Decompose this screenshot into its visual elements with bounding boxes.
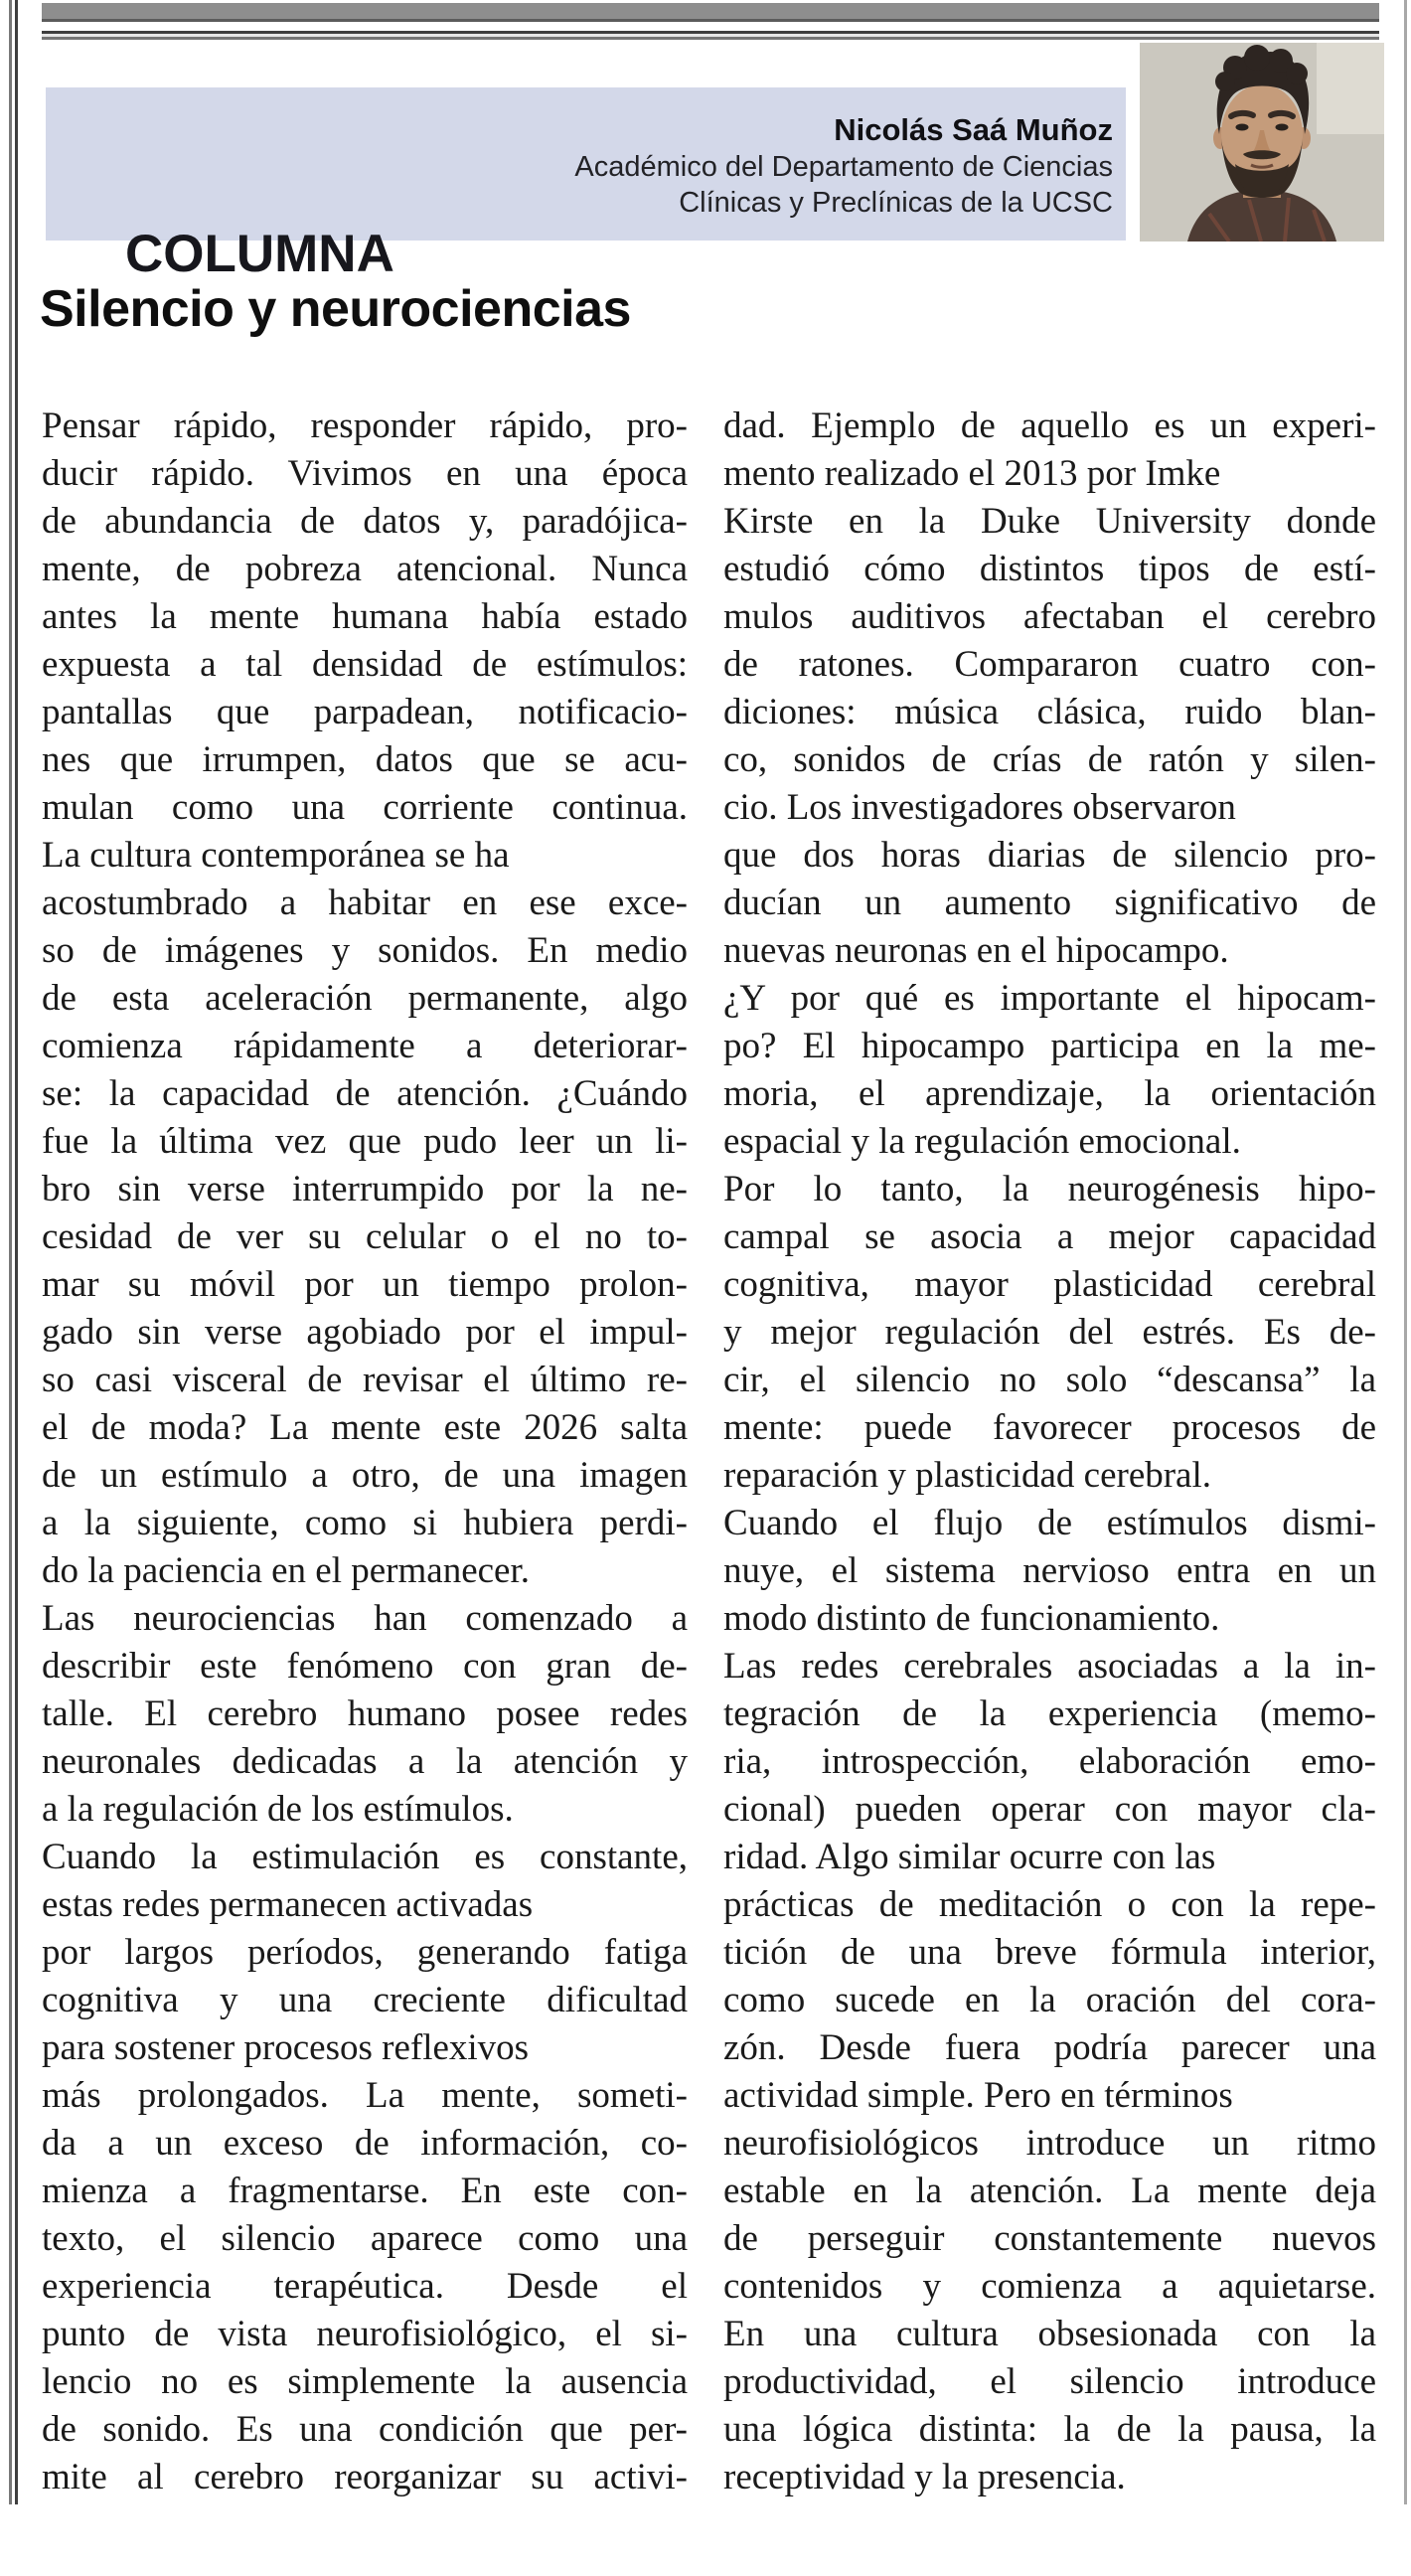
- body-text-line: receptividad y la presencia.: [723, 2457, 1126, 2497]
- body-text-line: contenidos y comienza a aquietarse.: [723, 2266, 1376, 2307]
- body-text-line: cio. Los investigadores observaron: [723, 787, 1236, 828]
- body-text-line: expuesta a tal densidad de estímulos:: [42, 644, 688, 685]
- body-text-line: experiencia terapéutica. Desde el: [42, 2266, 688, 2307]
- body-text-line: ¿Y por qué es importante el hipocam-: [723, 978, 1376, 1019]
- body-text-line: estable en la atención. La mente deja: [723, 2171, 1376, 2211]
- body-text-line: estudió cómo distintos tipos de estí-: [723, 549, 1376, 589]
- body-text-line: cognitiva, mayor plasticidad cerebral: [723, 1264, 1376, 1305]
- body-text-line: de un estímulo a otro, de una imagen: [42, 1455, 688, 1496]
- body-text-line: Pensar rápido, responder rápido, pro-: [42, 405, 688, 446]
- body-text-line: que dos horas diarias de silencio pro-: [723, 835, 1376, 876]
- body-text-line: cesidad de ver su celular o el no to-: [42, 1216, 688, 1257]
- body-text-line: mite al cerebro reorganizar su activi-: [42, 2457, 688, 2497]
- body-text-line: En una cultura obsesionada con la: [723, 2314, 1376, 2354]
- body-text-line: neurofisiológicos introduce un ritmo: [723, 2123, 1376, 2164]
- body-text-line: texto, el silencio aparece como una: [42, 2218, 688, 2259]
- body-text-line: reparación y plasticidad cerebral.: [723, 1455, 1212, 1496]
- body-text-line: Las redes cerebrales asociadas a la in-: [723, 1646, 1376, 1687]
- article-column-right: [723, 402, 1376, 2501]
- body-text-line: so de imágenes y sonidos. En medio: [42, 930, 688, 971]
- body-text-line: comienza rápidamente a deteriorar-: [42, 1026, 688, 1066]
- author-name: Nicolás Saá Muñoz: [834, 112, 1113, 147]
- body-text-line: moria, el aprendizaje, la orientación: [723, 1073, 1376, 1114]
- body-text-line: dad. Ejemplo de aquello es un experi-: [723, 405, 1376, 446]
- body-text-line: Cuando el flujo de estímulos dismi-: [723, 1503, 1376, 1543]
- body-text-line: a la siguiente, como si hubiera perdi-: [42, 1503, 688, 1543]
- body-text-line: mente: puede favorecer procesos de: [723, 1407, 1376, 1448]
- header-double-rule: [42, 31, 1379, 40]
- body-text-line: cional) pueden operar con mayor cla-: [723, 1789, 1376, 1830]
- author-portrait: [1140, 43, 1384, 242]
- body-text-line: de esta aceleración permanente, algo: [42, 978, 688, 1019]
- body-text-line: tición de una breve fórmula interior,: [723, 1932, 1376, 1973]
- body-text-line: de sonido. Es una condición que per-: [42, 2409, 688, 2450]
- body-text-line: bro sin verse interrumpido por la ne-: [42, 1169, 688, 1209]
- body-text-line: para sostener procesos reflexivos: [42, 2027, 530, 2068]
- body-text-line: el de moda? La mente este 2026 salta: [42, 1407, 688, 1448]
- body-text-line: cir, el silencio no solo “descansa” la: [723, 1360, 1376, 1400]
- article-title: Silencio y neurociencias: [40, 280, 631, 338]
- body-text-line: zón. Desde fuera podría parecer una: [723, 2027, 1376, 2068]
- body-text-line: actividad simple. Pero en términos: [723, 2075, 1233, 2116]
- body-text-line: estas redes permanecen activadas: [42, 1884, 534, 1925]
- body-text-line: y mejor regulación del estrés. Es de-: [723, 1312, 1376, 1353]
- body-text-line: nuevas neuronas en el hipocampo.: [723, 930, 1229, 971]
- body-text-line: punto de vista neurofisiológico, el si-: [42, 2314, 688, 2354]
- body-text-line: mulos auditivos afectaban el cerebro: [723, 596, 1376, 637]
- author-affiliation-line2: Clínicas y Preclínicas de la UCSC: [679, 187, 1113, 219]
- body-text-line: modo distinto de funcionamiento.: [723, 1598, 1220, 1639]
- top-gray-bar: [42, 3, 1379, 22]
- body-text-line: mar su móvil por un tiempo prolon-: [42, 1264, 688, 1305]
- body-text-line: se: la capacidad de atención. ¿Cuándo: [42, 1073, 688, 1114]
- body-text-line: de perseguir constantemente nuevos: [723, 2218, 1376, 2259]
- body-text-line: pantallas que parpadean, notificacio-: [42, 692, 688, 732]
- body-text-line: acostumbrado a habitar en ese exce-: [42, 883, 688, 923]
- body-text-line: de ratones. Compararon cuatro con-: [723, 644, 1376, 685]
- body-text-line: mienza a fragmentarse. En este con-: [42, 2171, 688, 2211]
- body-text-line: Kirste en la Duke University donde: [723, 501, 1376, 542]
- body-text-line: cognitiva y una creciente dificultad: [42, 1980, 688, 2020]
- section-label: COLUMNA: [125, 225, 394, 283]
- body-text-line: prácticas de meditación o con la repe-: [723, 1884, 1376, 1925]
- article-column-left: [42, 402, 688, 2501]
- body-text-line: como sucede en la oración del cora-: [723, 1980, 1376, 2020]
- body-text-line: por largos períodos, generando fatiga: [42, 1932, 688, 1973]
- body-text-line: ria, introspección, elaboración emo-: [723, 1741, 1376, 1782]
- author-affiliation-line1: Académico del Departamento de Ciencias: [574, 151, 1113, 183]
- body-text-line: Las neurociencias han comenzado a: [42, 1598, 688, 1639]
- body-text-line: mente, de pobreza atencional. Nunca: [42, 549, 688, 589]
- body-text-line: gado sin verse agobiado por el impul-: [42, 1312, 688, 1353]
- body-text-line: fue la última vez que pudo leer un li-: [42, 1121, 688, 1162]
- body-text-line: mulan como una corriente continua.: [42, 787, 688, 828]
- body-text-line: ducían un aumento significativo de: [723, 883, 1376, 923]
- body-text-line: productividad, el silencio introduce: [723, 2361, 1376, 2402]
- right-margin-rule: [1404, 0, 1407, 2504]
- body-text-line: antes la mente humana había estado: [42, 596, 688, 637]
- body-text-line: lencio no es simplemente la ausencia: [42, 2361, 688, 2402]
- body-text-line: describir este fenómeno con gran de-: [42, 1646, 688, 1687]
- body-text-line: co, sonidos de crías de ratón y silen-: [723, 739, 1376, 780]
- body-text-line: una lógica distinta: la de la pausa, la: [723, 2409, 1376, 2450]
- left-margin-double-rule: [9, 0, 18, 2504]
- body-text-line: po? El hipocampo participa en la me-: [723, 1026, 1376, 1066]
- body-text-line: La cultura contemporánea se ha: [42, 835, 510, 876]
- body-text-line: de abundancia de datos y, paradójica-: [42, 501, 688, 542]
- body-text-line: Cuando la estimulación es constante,: [42, 1837, 688, 1877]
- body-text-line: campal se asocia a mejor capacidad: [723, 1216, 1376, 1257]
- body-text-line: Por lo tanto, la neurogénesis hipo-: [723, 1169, 1376, 1209]
- body-text-line: so casi visceral de revisar el último re-: [42, 1360, 688, 1400]
- body-text-line: a la regulación de los estímulos.: [42, 1789, 514, 1830]
- body-text-line: nuye, el sistema nervioso entra en un: [723, 1550, 1376, 1591]
- body-text-line: ridad. Algo similar ocurre con las: [723, 1837, 1216, 1877]
- body-text-line: espacial y la regulación emocional.: [723, 1121, 1241, 1162]
- body-text-line: do la paciencia en el permanecer.: [42, 1550, 530, 1591]
- body-text-line: talle. El cerebro humano posee redes: [42, 1693, 688, 1734]
- body-text-line: da a un exceso de información, co-: [42, 2123, 688, 2164]
- body-text-line: tegración de la experiencia (memo-: [723, 1693, 1376, 1734]
- body-text-line: diciones: música clásica, ruido blan-: [723, 692, 1376, 732]
- portrait-photo: [1140, 43, 1384, 242]
- body-text-line: mento realizado el 2013 por Imke: [723, 453, 1221, 494]
- body-text-line: nes que irrumpen, datos que se acu-: [42, 739, 688, 780]
- body-text-line: ducir rápido. Vivimos en una época: [42, 453, 688, 494]
- author-block: [574, 111, 1113, 221]
- body-text-line: neuronales dedicadas a la atención y: [42, 1741, 688, 1782]
- body-text-line: más prolongados. La mente, someti-: [42, 2075, 688, 2116]
